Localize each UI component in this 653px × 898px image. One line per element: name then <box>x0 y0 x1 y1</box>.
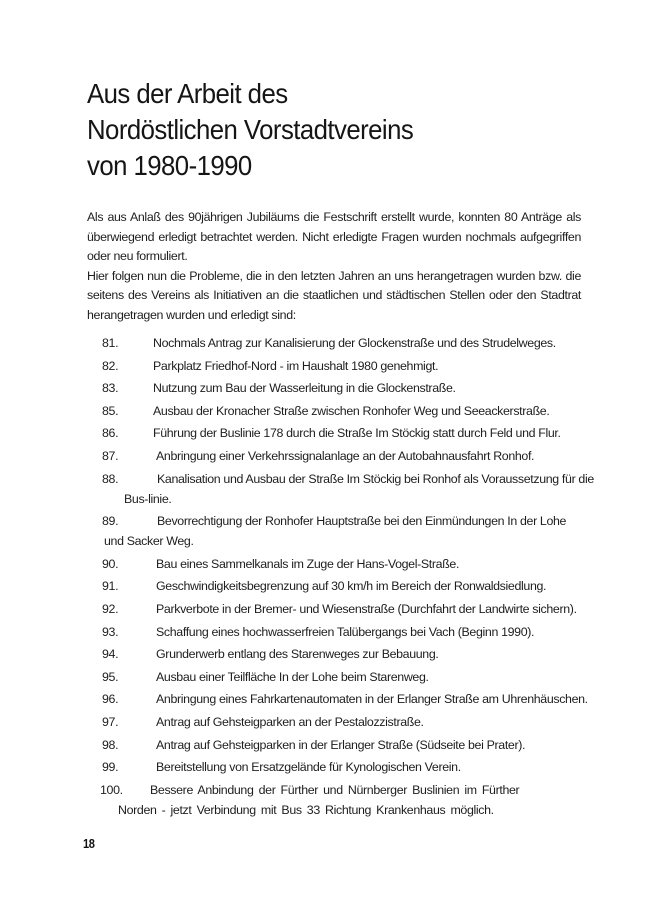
item-text: Nutzung zum Bau der Wasserleitung in die Glockenstraße. <box>153 381 456 396</box>
item-text: Bau eines Sammelkanals im Zuge der Hans-Vogel-Straße. <box>156 556 460 571</box>
item-text: Parkplatz Friedhof-Nord - im Haushalt 1980 genehmigt. <box>153 358 439 373</box>
item-number: 87. <box>102 448 119 463</box>
item-number: 97. <box>102 714 119 729</box>
item-number: 93. <box>102 624 119 639</box>
item-text: Grunderwerb entlang des Starenweges zur Bebauung. <box>156 647 439 662</box>
item-number: 83. <box>102 381 119 396</box>
request-list <box>0 333 653 822</box>
item-text: Antrag auf Gehsteigparken in der Erlanger Straße (Südseite bei Prater). <box>156 737 526 752</box>
page-title <box>87 76 413 184</box>
list-item <box>0 689 653 712</box>
title-line-1: Aus der Arbeit des <box>87 78 288 109</box>
item-text: Anbringung einer Verkehrssignalanlage an der Autobahnausfahrt Ronhof. <box>156 448 535 463</box>
item-text: Antrag auf Gehsteigparken an der Pestalozzistraße. <box>156 714 424 729</box>
item-text: Bevorrechtigung der Ronhofer Hauptstraße bei den Einmündungen In der Lohe und Sacker Weg. <box>104 514 567 549</box>
list-item <box>0 757 653 780</box>
list-item <box>0 378 653 401</box>
intro-text <box>87 208 581 326</box>
list-item <box>0 780 653 823</box>
list-item <box>0 511 653 554</box>
list-item <box>0 622 653 645</box>
item-number: 99. <box>102 760 119 775</box>
list-item <box>0 712 653 735</box>
list-item <box>0 356 653 379</box>
list-item <box>0 401 653 424</box>
item-text: Führung der Buslinie 178 durch die Straße Im Stöckig statt durch Feld und Flur. <box>153 426 561 441</box>
item-number: 82. <box>102 358 119 373</box>
item-number: 92. <box>102 601 119 616</box>
list-item <box>0 446 653 469</box>
list-item <box>0 599 653 622</box>
item-number: 91. <box>102 579 119 594</box>
item-number: 89. <box>102 514 119 529</box>
list-item <box>0 423 653 446</box>
item-text: Parkverbote in der Bremer- und Wiesenstraße (Durchfahrt der Landwirte sichern). <box>156 601 577 616</box>
item-number: 86. <box>102 426 119 441</box>
item-number: 85. <box>102 403 119 418</box>
item-number: 98. <box>102 737 119 752</box>
item-text: Kanalisation und Ausbau der Straße Im Stöckig bei Ronhof als Voraussetzung für die Bus-linie. <box>124 471 594 506</box>
title-line-2: Nordöstlichen Vorstadtvereins <box>87 114 414 145</box>
item-number: 81. <box>102 336 119 350</box>
item-text: Ausbau der Kronacher Straße zwischen Ronhofer Weg und Seeackerstraße. <box>153 403 550 418</box>
intro-paragraph-2: Hier folgen nun die Probleme, die in den letzten Jahren an uns herangetragen wurden bzw. die seitens des Vereins als Initiativen an die staatlichen und städtischen Stellen oder den Stadtrat herangetragen wurden und erledigt sind: <box>87 268 581 322</box>
item-text: Anbringung eines Fahrkartenautomaten in der Erlanger Straße am Uhrenhäuschen. <box>156 692 588 707</box>
title-line-3: von 1980-1990 <box>87 150 252 181</box>
list-item <box>0 576 653 599</box>
list-item <box>0 644 653 667</box>
item-text: Geschwindigkeitsbegrenzung auf 30 km/h im Bereich der Ronwaldsiedlung. <box>156 579 547 594</box>
item-number: 96. <box>102 692 119 707</box>
list-item <box>0 469 653 512</box>
item-number: 100. <box>100 782 123 797</box>
item-text: Bereitstellung von Ersatzgelände für Kynologischen Verein. <box>156 760 461 775</box>
item-number: 88. <box>102 471 119 486</box>
item-text: Ausbau einer Teilfläche In der Lohe beim Starenweg. <box>156 669 429 684</box>
list-item <box>0 667 653 690</box>
item-text: Nochmals Antrag zur Kanalisierung der Glockenstraße und des Strudelweges. <box>153 336 556 350</box>
intro-paragraph-1: Als aus Anlaß des 90jährigen Jubiläums die Festschrift erstellt wurde, konnten 80 Anträge als überwiegend erledigt betrachtet werden. Nicht erledigte Fragen wurden nochmals aufgegriffen oder neu formuliert. <box>87 210 581 264</box>
list-item <box>0 333 653 356</box>
item-number: 90. <box>102 556 119 571</box>
item-number: 94. <box>102 647 119 662</box>
item-number: 95. <box>102 669 119 684</box>
item-text: Bessere Anbindung der Fürther und Nürnberger Buslinien im Fürther Norden - jetzt Verbindung mit Bus 33 Richtung Krankenhaus möglich. <box>118 782 520 817</box>
list-item <box>0 735 653 758</box>
list-item <box>0 554 653 577</box>
page-number: 18 <box>83 836 95 851</box>
item-text: Schaffung eines hochwasserfreien Talübergangs bei Vach (Beginn 1990). <box>156 624 535 639</box>
